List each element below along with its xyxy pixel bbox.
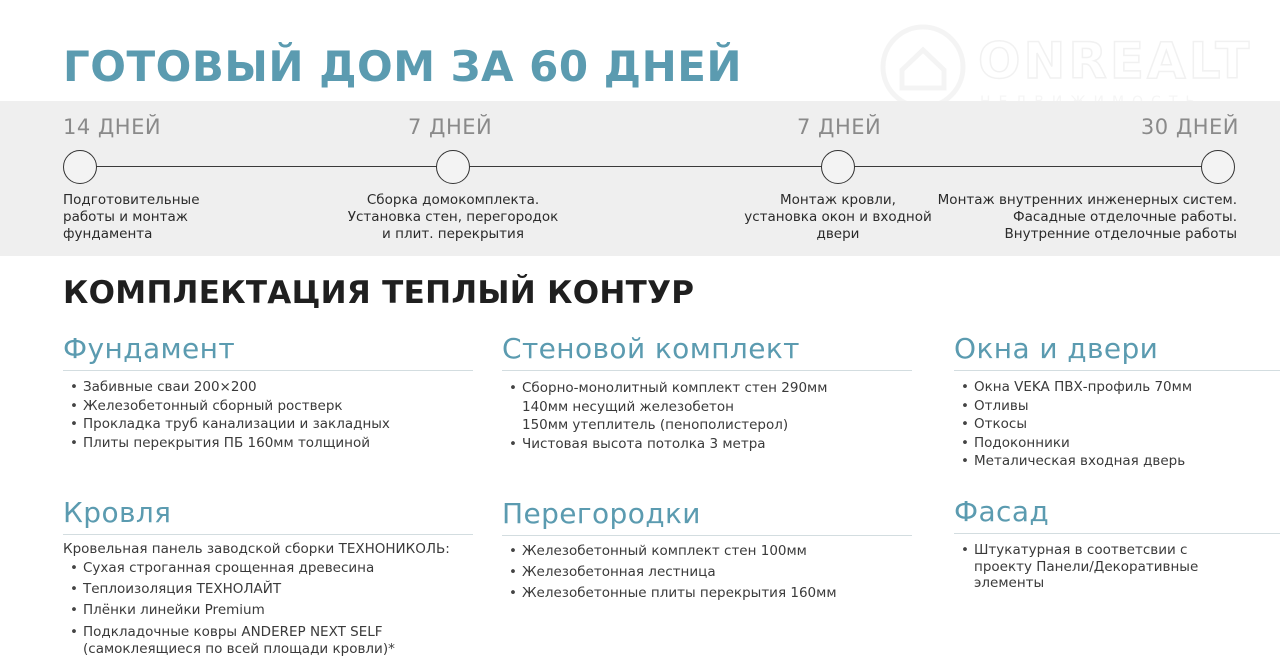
section-title: КОМПЛЕКТАЦИЯ ТЕПЛЫЙ КОНТУР — [63, 275, 695, 311]
list-item: • Железобетонный комплект стен 100мм — [502, 541, 912, 562]
list-item: • Железобетонные плиты перекрытия 160мм — [502, 583, 912, 604]
stage-3-line: установка окон и входной — [744, 209, 932, 225]
list-item: • Металическая входная дверь — [961, 453, 1186, 469]
bullet-icon: • — [961, 453, 969, 469]
stage-1-line: фундамента — [63, 226, 153, 242]
category-intro: Кровельная панель заводской сборки ТЕХНОНИКОЛЬ: — [63, 541, 450, 557]
bullet-icon: • — [70, 397, 78, 414]
stage-1-description — [63, 192, 200, 243]
category-items — [63, 378, 473, 452]
category-title: Фундамент — [63, 332, 236, 365]
category-foundation — [63, 332, 473, 452]
stage-4-marker — [1201, 150, 1235, 184]
list-item: • Подкладочные ковры ANDEREP NEXT SELF (самоклеящиеся по всей площади кровли)* — [70, 624, 395, 657]
category-items — [954, 378, 1280, 471]
bullet-icon: • — [961, 542, 969, 558]
bullet-icon: • — [70, 624, 78, 640]
bullet-icon: • — [70, 602, 78, 618]
category-divider — [954, 533, 1280, 534]
category-title: Кровля — [63, 496, 172, 529]
category-divider — [63, 534, 473, 535]
category-walls — [502, 332, 912, 453]
stage-1-duration: 14 ДНЕЙ — [63, 115, 162, 139]
stage-1-line: работы и монтаж — [63, 209, 188, 225]
bullet-icon: • — [961, 397, 969, 414]
category-title: Окна и двери — [954, 332, 1159, 365]
page-title: ГОТОВЫЙ ДОМ ЗА 60 ДНЕЙ — [63, 42, 743, 91]
bullet-icon: • — [961, 379, 969, 395]
stage-3-description — [728, 192, 948, 243]
stage-2-duration: 7 ДНЕЙ — [408, 115, 493, 139]
list-item: • Забивные сваи 200×200 — [70, 379, 257, 395]
bullet-icon: • — [509, 380, 517, 396]
category-items — [502, 379, 912, 453]
stage-4-duration: 30 ДНЕЙ — [1140, 115, 1239, 139]
list-item: • Плиты перекрытия ПБ 160мм толщиной — [70, 434, 371, 451]
bullet-icon: • — [509, 585, 517, 601]
category-items — [63, 558, 473, 658]
list-item: • Окна VEKA ПВХ-профиль 70мм — [961, 379, 1193, 395]
bullet-icon: • — [70, 560, 78, 576]
stage-2-line: и плит. перекрытия — [382, 226, 524, 242]
category-items — [954, 542, 1280, 592]
list-item: • Прокладка труб канализации и закладных — [70, 416, 390, 432]
stage-2-line: Установка стен, перегородок — [347, 209, 559, 225]
category-roof — [63, 496, 473, 658]
bullet-icon: • — [961, 416, 969, 432]
stage-4-line: Внутренние отделочные работы — [1004, 226, 1237, 242]
bullet-icon: • — [70, 581, 78, 597]
onrealt-watermark-logo — [880, 18, 1260, 108]
stage-4-line: Фасадные отделочные работы. — [1013, 209, 1237, 225]
category-divider — [954, 370, 1280, 371]
bullet-icon: • — [70, 434, 78, 451]
list-item: • Откосы — [961, 416, 1027, 432]
stage-2-marker — [436, 150, 470, 184]
category-title: Стеновой комплект — [502, 332, 800, 365]
category-title: Перегородки — [502, 497, 701, 530]
list-item: • Сухая строганная срощенная древесина — [63, 558, 473, 579]
stage-2-description — [333, 192, 573, 243]
bullet-icon: • — [961, 434, 969, 451]
list-item: • Штукатурная в соответсвии с проекту Панели/Декоративные элементы — [961, 542, 1199, 591]
bullet-icon: • — [70, 416, 78, 432]
stage-1-marker — [63, 150, 97, 184]
category-divider — [502, 370, 912, 371]
list-item: • Чистовая высота потолка 3 метра — [509, 435, 766, 452]
category-divider — [502, 535, 912, 536]
list-item: • Теплоизоляция ТЕХНОЛАЙТ — [63, 579, 473, 600]
category-facade — [954, 495, 1280, 592]
bullet-icon: • — [509, 564, 517, 580]
stage-3-marker — [821, 150, 855, 184]
category-windows-doors — [954, 332, 1280, 471]
watermark-brand: ONREALT — [978, 32, 1253, 90]
category-partitions — [502, 497, 912, 604]
list-item: • Плёнки линейки Premium — [63, 600, 473, 621]
bullet-icon: • — [70, 379, 78, 395]
category-divider — [63, 370, 473, 371]
stage-3-duration: 7 ДНЕЙ — [797, 115, 882, 139]
timeline-line — [80, 166, 1218, 167]
list-item: • Подоконники — [961, 434, 1070, 451]
list-item: • Сборно-монолитный комплект стен 290мм 140мм несущий железобетон 150мм утеплитель (пенополистерол) — [509, 380, 828, 433]
list-item: • Железобетонная лестница — [502, 562, 912, 583]
stage-2-line: Сборка домокомплекта. — [366, 192, 540, 208]
bullet-icon: • — [509, 543, 517, 559]
category-items — [502, 541, 912, 604]
list-item: • Железобетонный сборный ростверк — [70, 397, 343, 414]
list-item: • Отливы — [961, 397, 1029, 414]
house-logo-icon — [880, 24, 966, 110]
category-title: Фасад — [954, 495, 1050, 528]
stage-3-line: двери — [816, 226, 860, 242]
stage-3-line: Монтаж кровли, — [780, 192, 896, 208]
bullet-icon: • — [509, 435, 517, 452]
stage-4-description — [938, 192, 1237, 243]
stage-4-line: Монтаж внутренних инженерных систем. — [937, 192, 1237, 208]
stage-1-line: Подготовительные — [63, 192, 200, 208]
